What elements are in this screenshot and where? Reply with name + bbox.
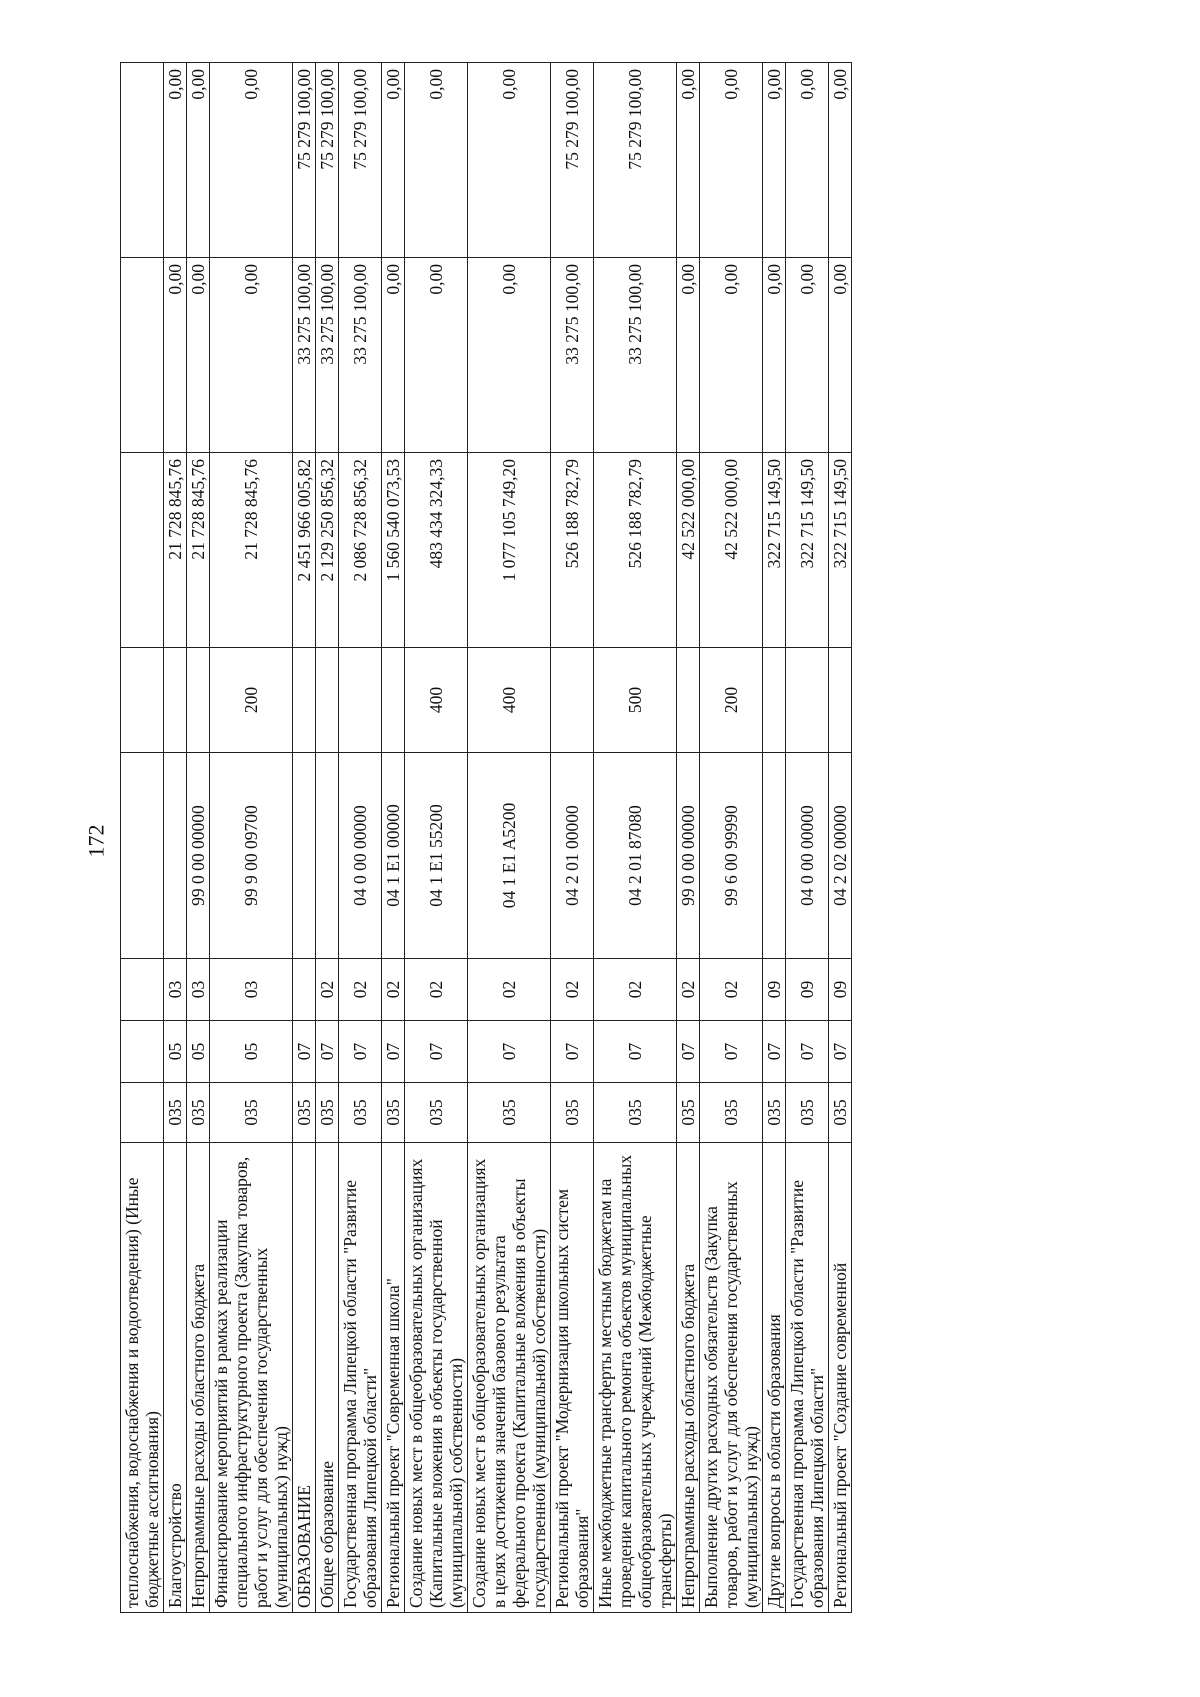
expense-type-cell: [763, 648, 786, 753]
amount-year3-cell: 75 279 100,00: [316, 63, 339, 258]
amount-year2-cell: 0,00: [187, 258, 210, 453]
amount-year2-cell: 33 275 100,00: [293, 258, 316, 453]
table-row: [210, 63, 293, 1613]
row-name-cell: Другие вопросы в области образования: [763, 1143, 786, 1613]
amount-year1-cell: 322 715 149,50: [763, 453, 786, 648]
subsection-code-cell: 09: [763, 959, 786, 1021]
table-row: [164, 63, 187, 1613]
table-row: [551, 63, 594, 1613]
subsection-code-cell: 02: [339, 959, 382, 1021]
amount-year3-cell: 0,00: [164, 63, 187, 258]
amount-year1-cell: 42 522 000,00: [677, 453, 700, 648]
row-name-cell: Создание новых мест в общеобразовательных организациях (Капитальные вложения в объекты государственной (муниципальной) собственности): [405, 1143, 468, 1613]
target-article-cell: 99 0 00 00000: [187, 753, 210, 959]
expense-type-cell: [829, 648, 852, 753]
section-code-cell: 07: [468, 1021, 551, 1083]
section-code-cell: 07: [677, 1021, 700, 1083]
amount-year2-cell: 0,00: [677, 258, 700, 453]
expense-type-cell: 400: [468, 648, 551, 753]
amount-year1-cell: 2 451 966 005,82: [293, 453, 316, 648]
amount-year1-cell: 483 434 324,33: [405, 453, 468, 648]
amount-year2-cell: 0,00: [382, 258, 405, 453]
ministry-code-cell: 035: [382, 1083, 405, 1143]
rotated-page-content: [120, 63, 1040, 1613]
amount-year1-cell: 21 728 845,76: [187, 453, 210, 648]
table-body: [121, 63, 852, 1613]
table-row: [121, 63, 164, 1613]
target-article-cell: 04 0 00 00000: [786, 753, 829, 959]
ministry-code-cell: 035: [187, 1083, 210, 1143]
section-code-cell: 07: [594, 1021, 677, 1083]
amount-year1-cell: 21 728 845,76: [210, 453, 293, 648]
ministry-code-cell: 035: [468, 1083, 551, 1143]
section-code-cell: 05: [164, 1021, 187, 1083]
amount-year1-cell: 322 715 149,50: [786, 453, 829, 648]
row-name-cell: теплоснабжения, водоснабжения и водоотведения) (Иные бюджетные ассигнования): [121, 1143, 164, 1613]
amount-year2-cell: 0,00: [763, 258, 786, 453]
ministry-code-cell: 035: [339, 1083, 382, 1143]
section-code-cell: 07: [405, 1021, 468, 1083]
target-article-cell: [164, 753, 187, 959]
section-code-cell: 07: [763, 1021, 786, 1083]
ministry-code-cell: 035: [164, 1083, 187, 1143]
expense-type-cell: [339, 648, 382, 753]
table-row: [594, 63, 677, 1613]
section-code-cell: 07: [551, 1021, 594, 1083]
row-name-cell: Выполнение других расходных обязательств (Закупка товаров, работ и услуг для обеспечения государственных (муниципальных) нужд): [700, 1143, 763, 1613]
amount-year3-cell: 75 279 100,00: [594, 63, 677, 258]
subsection-code-cell: 03: [164, 959, 187, 1021]
target-article-cell: 04 1 E1 55200: [405, 753, 468, 959]
expense-type-cell: [293, 648, 316, 753]
expense-type-cell: 500: [594, 648, 677, 753]
amount-year1-cell: 1 560 540 073,53: [382, 453, 405, 648]
table-row: [316, 63, 339, 1613]
ministry-code-cell: 035: [210, 1083, 293, 1143]
subsection-code-cell: 03: [210, 959, 293, 1021]
section-code-cell: 07: [786, 1021, 829, 1083]
amount-year2-cell: 0,00: [164, 258, 187, 453]
ministry-code-cell: 035: [551, 1083, 594, 1143]
expense-type-cell: 200: [210, 648, 293, 753]
amount-year2-cell: 0,00: [210, 258, 293, 453]
subsection-code-cell: 02: [382, 959, 405, 1021]
section-code-cell: 07: [829, 1021, 852, 1083]
expense-type-cell: 400: [405, 648, 468, 753]
expense-type-cell: 200: [700, 648, 763, 753]
amount-year1-cell: 322 715 149,50: [829, 453, 852, 648]
row-name-cell: Финансирование мероприятий в рамках реализации специального инфраструктурного проекта (Закупка товаров, работ и услуг для обеспечения государственных (муниципальных) нужд): [210, 1143, 293, 1613]
target-article-cell: [121, 753, 164, 959]
row-name-cell: Государственная программа Липецкой области "Развитие образования Липецкой области": [339, 1143, 382, 1613]
table-row: [700, 63, 763, 1613]
row-name-cell: ОБРАЗОВАНИЕ: [293, 1143, 316, 1613]
target-article-cell: 99 6 00 99990: [700, 753, 763, 959]
target-article-cell: [763, 753, 786, 959]
amount-year1-cell: 2 129 250 856,32: [316, 453, 339, 648]
target-article-cell: [293, 753, 316, 959]
subsection-code-cell: 03: [187, 959, 210, 1021]
section-code-cell: 07: [293, 1021, 316, 1083]
expense-type-cell: [382, 648, 405, 753]
amount-year2-cell: 0,00: [468, 258, 551, 453]
amount-year2-cell: 0,00: [700, 258, 763, 453]
table-row: [405, 63, 468, 1613]
amount-year3-cell: [121, 63, 164, 258]
amount-year2-cell: 33 275 100,00: [551, 258, 594, 453]
amount-year3-cell: 75 279 100,00: [551, 63, 594, 258]
expense-type-cell: [551, 648, 594, 753]
amount-year1-cell: 1 077 105 749,20: [468, 453, 551, 648]
amount-year3-cell: 0,00: [677, 63, 700, 258]
subsection-code-cell: 02: [594, 959, 677, 1021]
subsection-code-cell: 02: [468, 959, 551, 1021]
ministry-code-cell: 035: [763, 1083, 786, 1143]
amount-year1-cell: 42 522 000,00: [700, 453, 763, 648]
ministry-code-cell: 035: [677, 1083, 700, 1143]
subsection-code-cell: 02: [700, 959, 763, 1021]
table-row: [293, 63, 316, 1613]
amount-year1-cell: 526 188 782,79: [551, 453, 594, 648]
subsection-code-cell: 02: [405, 959, 468, 1021]
amount-year2-cell: 0,00: [786, 258, 829, 453]
section-code-cell: [121, 1021, 164, 1083]
amount-year3-cell: 0,00: [468, 63, 551, 258]
table-row: [786, 63, 829, 1613]
row-name-cell: Создание новых мест в общеобразовательных организациях в целях достижения значений базового результата федерального проекта (Капитальные вложения в объекты государственной (муниципальной) собственности): [468, 1143, 551, 1613]
amount-year2-cell: 33 275 100,00: [316, 258, 339, 453]
subsection-code-cell: 09: [829, 959, 852, 1021]
table-row: [763, 63, 786, 1613]
row-name-cell: Непрограммные расходы областного бюджета: [187, 1143, 210, 1613]
ministry-code-cell: 035: [786, 1083, 829, 1143]
section-code-cell: 07: [700, 1021, 763, 1083]
section-code-cell: 07: [339, 1021, 382, 1083]
ministry-code-cell: 035: [594, 1083, 677, 1143]
target-article-cell: 04 1 E1 A5200: [468, 753, 551, 959]
row-name-cell: Иные межбюджетные трансферты местным бюджетам на проведение капитального ремонта объектов муниципальных общеобразовательных учреждений (Межбюджетные трансферты): [594, 1143, 677, 1613]
target-article-cell: 99 9 00 09700: [210, 753, 293, 959]
target-article-cell: 04 0 00 00000: [339, 753, 382, 959]
target-article-cell: [316, 753, 339, 959]
ministry-code-cell: 035: [405, 1083, 468, 1143]
ministry-code-cell: [121, 1083, 164, 1143]
subsection-code-cell: [121, 959, 164, 1021]
expense-type-cell: [121, 648, 164, 753]
target-article-cell: 04 1 E1 00000: [382, 753, 405, 959]
subsection-code-cell: [293, 959, 316, 1021]
row-name-cell: Благоустройство: [164, 1143, 187, 1613]
subsection-code-cell: 02: [316, 959, 339, 1021]
amount-year3-cell: 75 279 100,00: [293, 63, 316, 258]
table-row: [677, 63, 700, 1613]
row-name-cell: Непрограммные расходы областного бюджета: [677, 1143, 700, 1613]
ministry-code-cell: 035: [293, 1083, 316, 1143]
amount-year1-cell: [121, 453, 164, 648]
amount-year3-cell: 0,00: [405, 63, 468, 258]
amount-year2-cell: 33 275 100,00: [594, 258, 677, 453]
section-code-cell: 05: [187, 1021, 210, 1083]
row-name-cell: Государственная программа Липецкой области "Развитие образования Липецкой области": [786, 1143, 829, 1613]
section-code-cell: 05: [210, 1021, 293, 1083]
target-article-cell: 04 2 02 00000: [829, 753, 852, 959]
ministry-code-cell: 035: [829, 1083, 852, 1143]
section-code-cell: 07: [316, 1021, 339, 1083]
amount-year1-cell: 526 188 782,79: [594, 453, 677, 648]
row-name-cell: Региональный проект "Создание современной: [829, 1143, 852, 1613]
section-code-cell: 07: [382, 1021, 405, 1083]
expense-type-cell: [187, 648, 210, 753]
table-row: [382, 63, 405, 1613]
amount-year2-cell: 0,00: [405, 258, 468, 453]
target-article-cell: 99 0 00 00000: [677, 753, 700, 959]
target-article-cell: 04 2 01 87080: [594, 753, 677, 959]
budget-table: [120, 62, 852, 1613]
amount-year1-cell: 21 728 845,76: [164, 453, 187, 648]
target-article-cell: 04 2 01 00000: [551, 753, 594, 959]
row-name-cell: Региональный проект "Модернизация школьных систем образования": [551, 1143, 594, 1613]
amount-year3-cell: 75 279 100,00: [339, 63, 382, 258]
ministry-code-cell: 035: [700, 1083, 763, 1143]
subsection-code-cell: 02: [551, 959, 594, 1021]
subsection-code-cell: 09: [786, 959, 829, 1021]
expense-type-cell: [677, 648, 700, 753]
expense-type-cell: [164, 648, 187, 753]
ministry-code-cell: 035: [316, 1083, 339, 1143]
table-row: [468, 63, 551, 1613]
amount-year3-cell: 0,00: [829, 63, 852, 258]
table-row: [829, 63, 852, 1613]
page-number: 172: [83, 824, 109, 858]
table-row: [187, 63, 210, 1613]
amount-year3-cell: 0,00: [210, 63, 293, 258]
amount-year3-cell: 0,00: [763, 63, 786, 258]
amount-year2-cell: [121, 258, 164, 453]
amount-year2-cell: 33 275 100,00: [339, 258, 382, 453]
row-name-cell: Общее образование: [316, 1143, 339, 1613]
subsection-code-cell: 02: [677, 959, 700, 1021]
amount-year3-cell: 0,00: [187, 63, 210, 258]
expense-type-cell: [316, 648, 339, 753]
amount-year1-cell: 2 086 728 856,32: [339, 453, 382, 648]
amount-year2-cell: 0,00: [829, 258, 852, 453]
row-name-cell: Региональный проект "Современная школа": [382, 1143, 405, 1613]
amount-year3-cell: 0,00: [786, 63, 829, 258]
expense-type-cell: [786, 648, 829, 753]
amount-year3-cell: 0,00: [382, 63, 405, 258]
table-row: [339, 63, 382, 1613]
amount-year3-cell: 0,00: [700, 63, 763, 258]
